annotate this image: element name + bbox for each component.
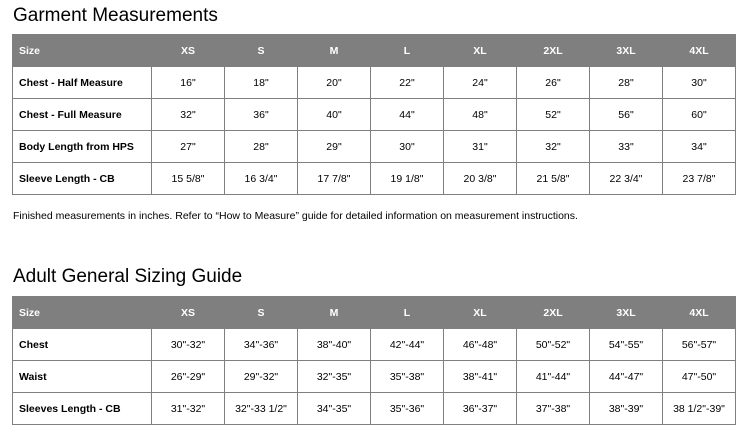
measurement-cell: 34" — [663, 131, 736, 163]
table-row — [13, 361, 736, 393]
measurement-cell: 15 5/8" — [152, 163, 225, 195]
measurement-cell: 35"-36" — [371, 393, 444, 425]
row-label: Body Length from HPS — [13, 131, 152, 163]
measurement-cell: 42"-44" — [371, 329, 444, 361]
table-row — [13, 67, 736, 99]
size-header-cell: 4XL — [663, 297, 736, 329]
measurement-cell: 28" — [225, 131, 298, 163]
row-label: Sleeve Length - CB — [13, 163, 152, 195]
size-column-header: Size — [13, 297, 152, 329]
row-label: Waist — [13, 361, 152, 393]
size-header-cell: XL — [444, 297, 517, 329]
size-header-cell: L — [371, 297, 444, 329]
measurement-note: Finished measurements in inches. Refer to “How to Measure” guide for detailed information on measurement instructions. — [13, 210, 578, 222]
measurement-cell: 37"-38" — [517, 393, 590, 425]
measurement-cell: 28" — [590, 67, 663, 99]
measurement-cell: 29" — [298, 131, 371, 163]
measurement-cell: 56" — [590, 99, 663, 131]
measurement-cell: 31" — [444, 131, 517, 163]
size-header-cell: S — [225, 297, 298, 329]
measurement-cell: 32" — [517, 131, 590, 163]
measurement-cell: 32"-33 1/2" — [225, 393, 298, 425]
measurement-cell: 20 3/8" — [444, 163, 517, 195]
size-header-cell: 2XL — [517, 297, 590, 329]
measurement-cell: 19 1/8" — [371, 163, 444, 195]
table-row — [13, 131, 736, 163]
measurement-cell: 18" — [225, 67, 298, 99]
garment-measurements-title: Garment Measurements — [13, 5, 218, 26]
measurement-cell: 35"-38" — [371, 361, 444, 393]
measurement-cell: 22 3/4" — [590, 163, 663, 195]
measurement-cell: 31"-32" — [152, 393, 225, 425]
size-header-cell: 3XL — [590, 297, 663, 329]
measurement-cell: 47"-50" — [663, 361, 736, 393]
measurement-cell: 23 7/8" — [663, 163, 736, 195]
size-header-cell: M — [298, 35, 371, 67]
size-header-cell: S — [225, 35, 298, 67]
measurement-cell: 60" — [663, 99, 736, 131]
measurement-cell: 38"-39" — [590, 393, 663, 425]
header-row — [13, 297, 736, 329]
measurement-cell: 56"-57" — [663, 329, 736, 361]
adult-sizing-table — [12, 296, 736, 425]
measurement-cell: 26"-29" — [152, 361, 225, 393]
measurement-cell: 30" — [663, 67, 736, 99]
measurement-cell: 29"-32" — [225, 361, 298, 393]
measurement-cell: 46"-48" — [444, 329, 517, 361]
size-column-header: Size — [13, 35, 152, 67]
measurement-cell: 16" — [152, 67, 225, 99]
measurement-cell: 41"-44" — [517, 361, 590, 393]
measurement-cell: 40" — [298, 99, 371, 131]
header-row — [13, 35, 736, 67]
size-header-cell: XL — [444, 35, 517, 67]
measurement-cell: 44"-47" — [590, 361, 663, 393]
measurement-cell: 44" — [371, 99, 444, 131]
measurement-cell: 17 7/8" — [298, 163, 371, 195]
measurement-cell: 27" — [152, 131, 225, 163]
size-header-cell: 3XL — [590, 35, 663, 67]
measurement-cell: 36"-37" — [444, 393, 517, 425]
measurement-cell: 34"-35" — [298, 393, 371, 425]
measurement-cell: 32" — [152, 99, 225, 131]
measurement-cell: 54"-55" — [590, 329, 663, 361]
measurement-cell: 48" — [444, 99, 517, 131]
measurement-cell: 30" — [371, 131, 444, 163]
row-label: Chest - Half Measure — [13, 67, 152, 99]
measurement-cell: 33" — [590, 131, 663, 163]
garment-measurements-table — [12, 34, 736, 195]
measurement-cell: 50"-52" — [517, 329, 590, 361]
measurement-cell: 24" — [444, 67, 517, 99]
size-header-cell: 2XL — [517, 35, 590, 67]
measurement-cell: 36" — [225, 99, 298, 131]
table-row — [13, 329, 736, 361]
row-label: Chest — [13, 329, 152, 361]
measurement-cell: 34"-36" — [225, 329, 298, 361]
table-row — [13, 393, 736, 425]
measurement-cell: 20" — [298, 67, 371, 99]
size-header-cell: XS — [152, 297, 225, 329]
measurement-cell: 32"-35" — [298, 361, 371, 393]
measurement-cell: 30"-32" — [152, 329, 225, 361]
size-header-cell: M — [298, 297, 371, 329]
row-label: Chest - Full Measure — [13, 99, 152, 131]
measurement-cell: 26" — [517, 67, 590, 99]
size-header-cell: L — [371, 35, 444, 67]
measurement-cell: 38"-41" — [444, 361, 517, 393]
row-label: Sleeves Length - CB — [13, 393, 152, 425]
measurement-cell: 21 5/8" — [517, 163, 590, 195]
measurement-cell: 52" — [517, 99, 590, 131]
table-row — [13, 99, 736, 131]
measurement-cell: 22" — [371, 67, 444, 99]
measurement-cell: 38"-40" — [298, 329, 371, 361]
adult-sizing-guide-title: Adult General Sizing Guide — [13, 266, 243, 287]
size-header-cell: XS — [152, 35, 225, 67]
measurement-cell: 38 1/2"-39" — [663, 393, 736, 425]
table-row — [13, 163, 736, 195]
measurement-cell: 16 3/4" — [225, 163, 298, 195]
size-header-cell: 4XL — [663, 35, 736, 67]
